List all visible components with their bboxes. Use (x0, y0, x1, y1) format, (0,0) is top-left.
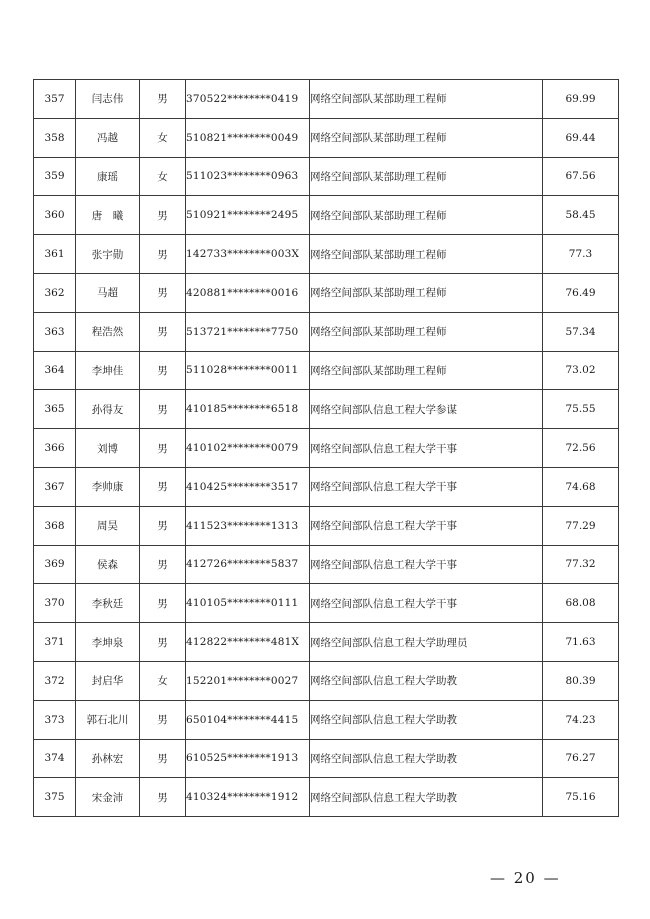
cell-position: 网络空间部队信息工程大学参谋 (310, 390, 543, 429)
cell-name: 侯森 (76, 545, 140, 584)
cell-score: 68.08 (543, 584, 619, 623)
cell-number: 363 (34, 312, 76, 351)
cell-name: 李坤泉 (76, 623, 140, 662)
cell-id-number: 142733********003X (186, 235, 310, 274)
cell-gender: 男 (140, 235, 186, 274)
page-number: — 20 — (490, 869, 561, 887)
cell-name: 程浩然 (76, 312, 140, 351)
cell-name: 李坤佳 (76, 351, 140, 390)
table-row (34, 467, 619, 506)
table-row (34, 739, 619, 778)
table-row (34, 273, 619, 312)
cell-score: 72.56 (543, 429, 619, 468)
cell-score: 69.99 (543, 80, 619, 119)
cell-score: 71.63 (543, 623, 619, 662)
cell-position: 网络空间部队信息工程大学助教 (310, 778, 543, 817)
cell-score: 76.49 (543, 273, 619, 312)
cell-position: 网络空间部队某部助理工程师 (310, 118, 543, 157)
cell-id-number: 412726********5837 (186, 545, 310, 584)
table-row (34, 157, 619, 196)
table-row (34, 196, 619, 235)
cell-id-number: 152201********0027 (186, 661, 310, 700)
cell-gender: 男 (140, 623, 186, 662)
cell-position: 网络空间部队信息工程大学干事 (310, 429, 543, 468)
cell-position: 网络空间部队信息工程大学干事 (310, 584, 543, 623)
cell-score: 77.32 (543, 545, 619, 584)
cell-number: 360 (34, 196, 76, 235)
cell-id-number: 510821********0049 (186, 118, 310, 157)
cell-score: 77.3 (543, 235, 619, 274)
cell-id-number: 511023********0963 (186, 157, 310, 196)
cell-id-number: 410102********0079 (186, 429, 310, 468)
table-row (34, 118, 619, 157)
cell-id-number: 510921********2495 (186, 196, 310, 235)
cell-gender: 男 (140, 351, 186, 390)
cell-number: 365 (34, 390, 76, 429)
cell-name: 马超 (76, 273, 140, 312)
cell-number: 374 (34, 739, 76, 778)
table-row (34, 545, 619, 584)
cell-position: 网络空间部队某部助理工程师 (310, 351, 543, 390)
cell-score: 75.16 (543, 778, 619, 817)
table-row (34, 661, 619, 700)
cell-number: 371 (34, 623, 76, 662)
cell-score: 67.56 (543, 157, 619, 196)
cell-id-number: 511028********0011 (186, 351, 310, 390)
cell-gender: 男 (140, 467, 186, 506)
table-row (34, 390, 619, 429)
cell-name: 封启华 (76, 661, 140, 700)
cell-gender: 男 (140, 584, 186, 623)
table-row (34, 429, 619, 468)
cell-id-number: 410324********1912 (186, 778, 310, 817)
cell-name: 李秋廷 (76, 584, 140, 623)
cell-number: 361 (34, 235, 76, 274)
cell-score: 69.44 (543, 118, 619, 157)
cell-number: 367 (34, 467, 76, 506)
cell-number: 364 (34, 351, 76, 390)
cell-score: 58.45 (543, 196, 619, 235)
cell-position: 网络空间部队信息工程大学助教 (310, 661, 543, 700)
cell-id-number: 410105********0111 (186, 584, 310, 623)
cell-gender: 男 (140, 196, 186, 235)
cell-number: 358 (34, 118, 76, 157)
cell-score: 57.34 (543, 312, 619, 351)
cell-number: 357 (34, 80, 76, 119)
table-row (34, 351, 619, 390)
cell-number: 373 (34, 700, 76, 739)
cell-score: 80.39 (543, 661, 619, 700)
table-body (34, 80, 619, 817)
cell-position: 网络空间部队信息工程大学助理员 (310, 623, 543, 662)
table-row (34, 700, 619, 739)
table-row (34, 778, 619, 817)
cell-name: 闫志伟 (76, 80, 140, 119)
cell-gender: 女 (140, 118, 186, 157)
table-row (34, 623, 619, 662)
cell-position: 网络空间部队信息工程大学助教 (310, 739, 543, 778)
cell-number: 370 (34, 584, 76, 623)
cell-score: 76.27 (543, 739, 619, 778)
cell-name: 孙林宏 (76, 739, 140, 778)
table-row (34, 80, 619, 119)
cell-name: 宋金沛 (76, 778, 140, 817)
table-row (34, 312, 619, 351)
table-row (34, 506, 619, 545)
cell-number: 368 (34, 506, 76, 545)
cell-gender: 男 (140, 506, 186, 545)
cell-id-number: 412822********481X (186, 623, 310, 662)
cell-position: 网络空间部队某部助理工程师 (310, 196, 543, 235)
cell-name: 李帅康 (76, 467, 140, 506)
cell-id-number: 411523********1313 (186, 506, 310, 545)
cell-gender: 男 (140, 739, 186, 778)
cell-gender: 男 (140, 778, 186, 817)
cell-id-number: 650104********4415 (186, 700, 310, 739)
cell-name: 刘博 (76, 429, 140, 468)
cell-name: 孙得友 (76, 390, 140, 429)
cell-gender: 男 (140, 390, 186, 429)
cell-number: 375 (34, 778, 76, 817)
cell-position: 网络空间部队某部助理工程师 (310, 273, 543, 312)
cell-id-number: 610525********1913 (186, 739, 310, 778)
cell-gender: 男 (140, 545, 186, 584)
cell-position: 网络空间部队信息工程大学干事 (310, 467, 543, 506)
cell-gender: 男 (140, 312, 186, 351)
cell-position: 网络空间部队信息工程大学干事 (310, 506, 543, 545)
cell-number: 372 (34, 661, 76, 700)
cell-name: 张宇勋 (76, 235, 140, 274)
cell-name: 康瑶 (76, 157, 140, 196)
candidate-table (33, 79, 619, 817)
cell-gender: 女 (140, 661, 186, 700)
cell-position: 网络空间部队某部助理工程师 (310, 312, 543, 351)
cell-gender: 女 (140, 157, 186, 196)
cell-id-number: 410425********3517 (186, 467, 310, 506)
cell-gender: 男 (140, 273, 186, 312)
cell-position: 网络空间部队信息工程大学助教 (310, 700, 543, 739)
cell-gender: 男 (140, 700, 186, 739)
cell-name: 冯越 (76, 118, 140, 157)
cell-gender: 男 (140, 429, 186, 468)
cell-score: 74.23 (543, 700, 619, 739)
table-row (34, 584, 619, 623)
cell-number: 369 (34, 545, 76, 584)
cell-number: 362 (34, 273, 76, 312)
table-row (34, 235, 619, 274)
cell-id-number: 410185********6518 (186, 390, 310, 429)
cell-id-number: 370522********0419 (186, 80, 310, 119)
cell-id-number: 420881********0016 (186, 273, 310, 312)
cell-number: 359 (34, 157, 76, 196)
cell-score: 74.68 (543, 467, 619, 506)
cell-position: 网络空间部队某部助理工程师 (310, 157, 543, 196)
cell-name: 唐 曦 (76, 196, 140, 235)
cell-score: 77.29 (543, 506, 619, 545)
cell-position: 网络空间部队某部助理工程师 (310, 80, 543, 119)
cell-position: 网络空间部队某部助理工程师 (310, 235, 543, 274)
cell-position: 网络空间部队信息工程大学干事 (310, 545, 543, 584)
cell-name: 周昊 (76, 506, 140, 545)
cell-score: 75.55 (543, 390, 619, 429)
cell-name: 郭石北川 (76, 700, 140, 739)
cell-number: 366 (34, 429, 76, 468)
cell-gender: 男 (140, 80, 186, 119)
cell-score: 73.02 (543, 351, 619, 390)
cell-id-number: 513721********7750 (186, 312, 310, 351)
